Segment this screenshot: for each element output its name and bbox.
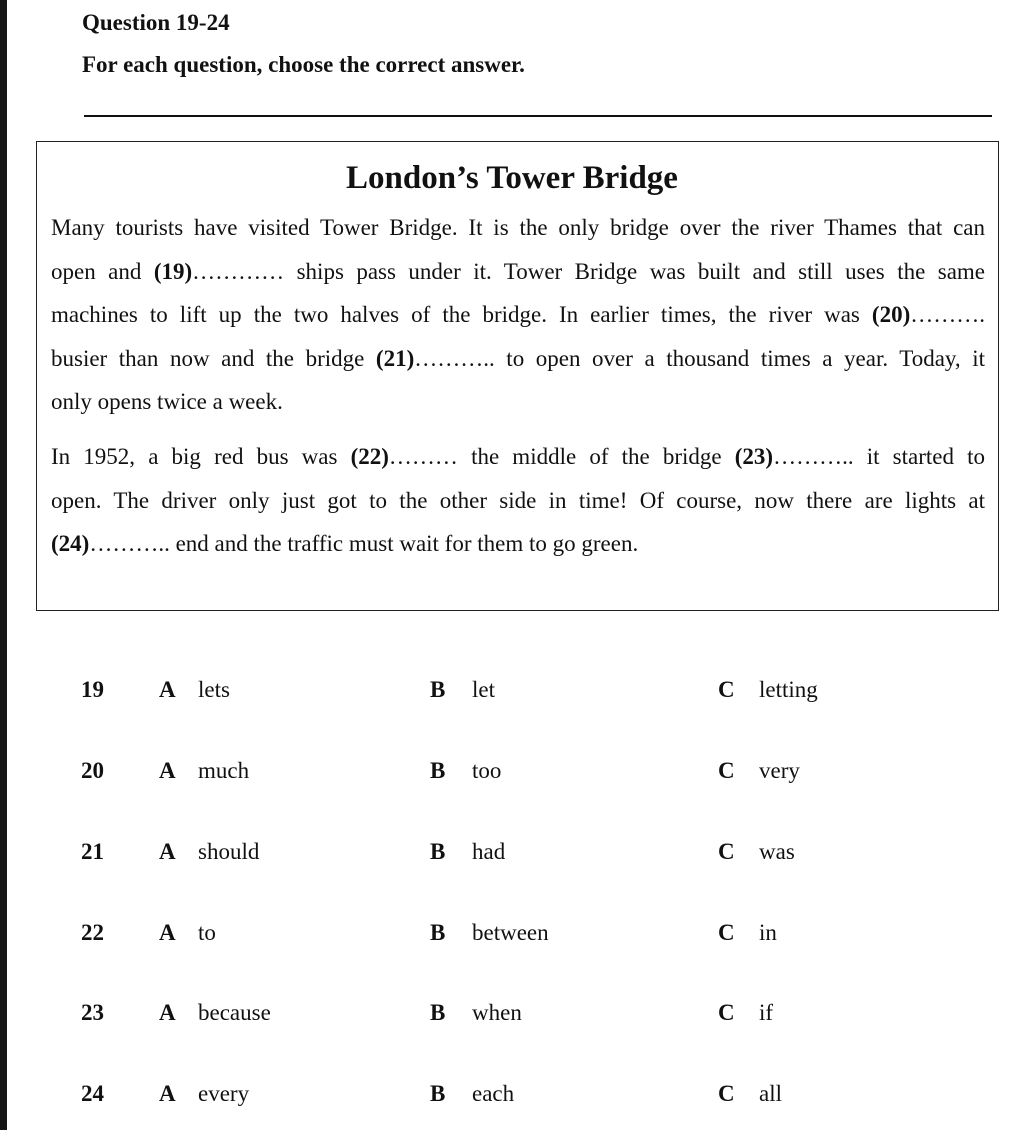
gap-number: (23) xyxy=(734,444,774,469)
question-row-20 xyxy=(0,758,1024,798)
option-b-answer[interactable]: each xyxy=(472,1081,515,1106)
question-instruction: For each question, choose the correct answer. xyxy=(82,52,525,77)
passage-text: ………. xyxy=(910,302,985,327)
passage-text: ……….. it started to xyxy=(773,444,985,469)
passage-text: In 1952, a big red bus was xyxy=(51,444,351,469)
option-c-answer[interactable]: letting xyxy=(759,677,818,702)
option-letter-b: B xyxy=(430,920,446,945)
option-letter-b: B xyxy=(430,839,446,864)
option-letter-c: C xyxy=(718,1081,735,1106)
option-letter-a: A xyxy=(159,758,176,783)
option-c-answer[interactable]: all xyxy=(759,1081,782,1106)
option-c-answer[interactable]: was xyxy=(759,839,795,864)
option-letter-c: C xyxy=(718,677,735,702)
question-row-24 xyxy=(0,1081,1024,1121)
option-letter-a: A xyxy=(159,677,176,702)
option-letter-b: B xyxy=(430,758,446,783)
passage-text: ……….. end and the traffic must wait for them to go green. xyxy=(89,531,639,556)
passage-line xyxy=(51,293,985,337)
option-a-answer[interactable]: should xyxy=(198,839,260,864)
passage-text: only opens twice a week. xyxy=(51,389,283,414)
question-row-23 xyxy=(0,1000,1024,1040)
option-letter-c: C xyxy=(718,920,735,945)
divider-line xyxy=(84,115,992,117)
option-letter-b: B xyxy=(430,1000,446,1025)
gap-number: (22) xyxy=(350,444,389,469)
passage-line xyxy=(51,206,985,250)
passage-title: London’s Tower Bridge xyxy=(346,160,678,196)
passage-line xyxy=(51,479,985,523)
option-b-answer[interactable]: between xyxy=(472,920,549,945)
option-a-answer[interactable]: to xyxy=(198,920,216,945)
passage-line xyxy=(51,250,985,294)
gap-number: (21) xyxy=(375,345,415,371)
question-row-22 xyxy=(0,920,1024,960)
option-letter-a: A xyxy=(159,1000,176,1025)
option-c-answer[interactable]: in xyxy=(759,920,777,945)
question-number: 19 xyxy=(81,677,104,702)
passage-paragraph-2 xyxy=(51,435,985,566)
question-number: 20 xyxy=(81,758,104,783)
option-c-answer[interactable]: very xyxy=(759,758,800,783)
passage-text: ……….. to open over a thousand times a year. Today, it xyxy=(414,345,986,371)
passage-line xyxy=(51,380,985,424)
option-a-answer[interactable]: every xyxy=(198,1081,250,1106)
question-row-19 xyxy=(0,677,1024,717)
option-letter-a: A xyxy=(159,1081,176,1106)
passage-text: ……… the middle of the bridge xyxy=(388,444,735,469)
option-letter-b: B xyxy=(430,677,446,702)
passage-text: ………… ships pass under it. Tower Bridge was built and still uses the same xyxy=(192,258,986,284)
option-a-answer[interactable]: lets xyxy=(198,677,230,702)
passage-text: open. The driver only just got to the other side in time! Of course, now there are lights at xyxy=(51,487,985,513)
option-b-answer[interactable]: when xyxy=(472,1000,522,1025)
passage-text: busier than now and the bridge xyxy=(51,345,376,371)
option-letter-c: C xyxy=(718,758,735,783)
option-letter-a: A xyxy=(159,920,176,945)
question-number: 23 xyxy=(81,1000,104,1025)
gap-number: (24) xyxy=(51,531,90,556)
option-b-answer[interactable]: had xyxy=(472,839,506,864)
question-row-21 xyxy=(0,839,1024,879)
passage-line xyxy=(51,522,985,566)
question-number: 22 xyxy=(81,920,104,945)
option-b-answer[interactable]: let xyxy=(472,677,495,702)
option-c-answer[interactable]: if xyxy=(759,1000,774,1025)
option-a-answer[interactable]: much xyxy=(198,758,250,783)
option-a-answer[interactable]: because xyxy=(198,1000,271,1025)
passage-line xyxy=(51,435,985,479)
option-b-answer[interactable]: too xyxy=(472,758,502,783)
option-letter-a: A xyxy=(159,839,176,864)
option-letter-c: C xyxy=(718,839,735,864)
option-letter-c: C xyxy=(718,1000,735,1025)
gap-number: (19) xyxy=(153,258,193,284)
passage-line xyxy=(51,337,985,381)
passage-text: Many tourists have visited Tower Bridge. It is the only bridge over the river Thames that can xyxy=(51,215,985,240)
passage-text: open and xyxy=(51,258,154,284)
question-range-title: Question 19-24 xyxy=(82,10,230,35)
question-number: 21 xyxy=(81,839,104,864)
gap-number: (20) xyxy=(871,302,911,327)
question-number: 24 xyxy=(81,1081,104,1106)
passage-text: machines to lift up the two halves of the bridge. In earlier times, the river was xyxy=(51,302,872,327)
passage-paragraph-1 xyxy=(51,206,985,424)
option-letter-b: B xyxy=(430,1081,446,1106)
